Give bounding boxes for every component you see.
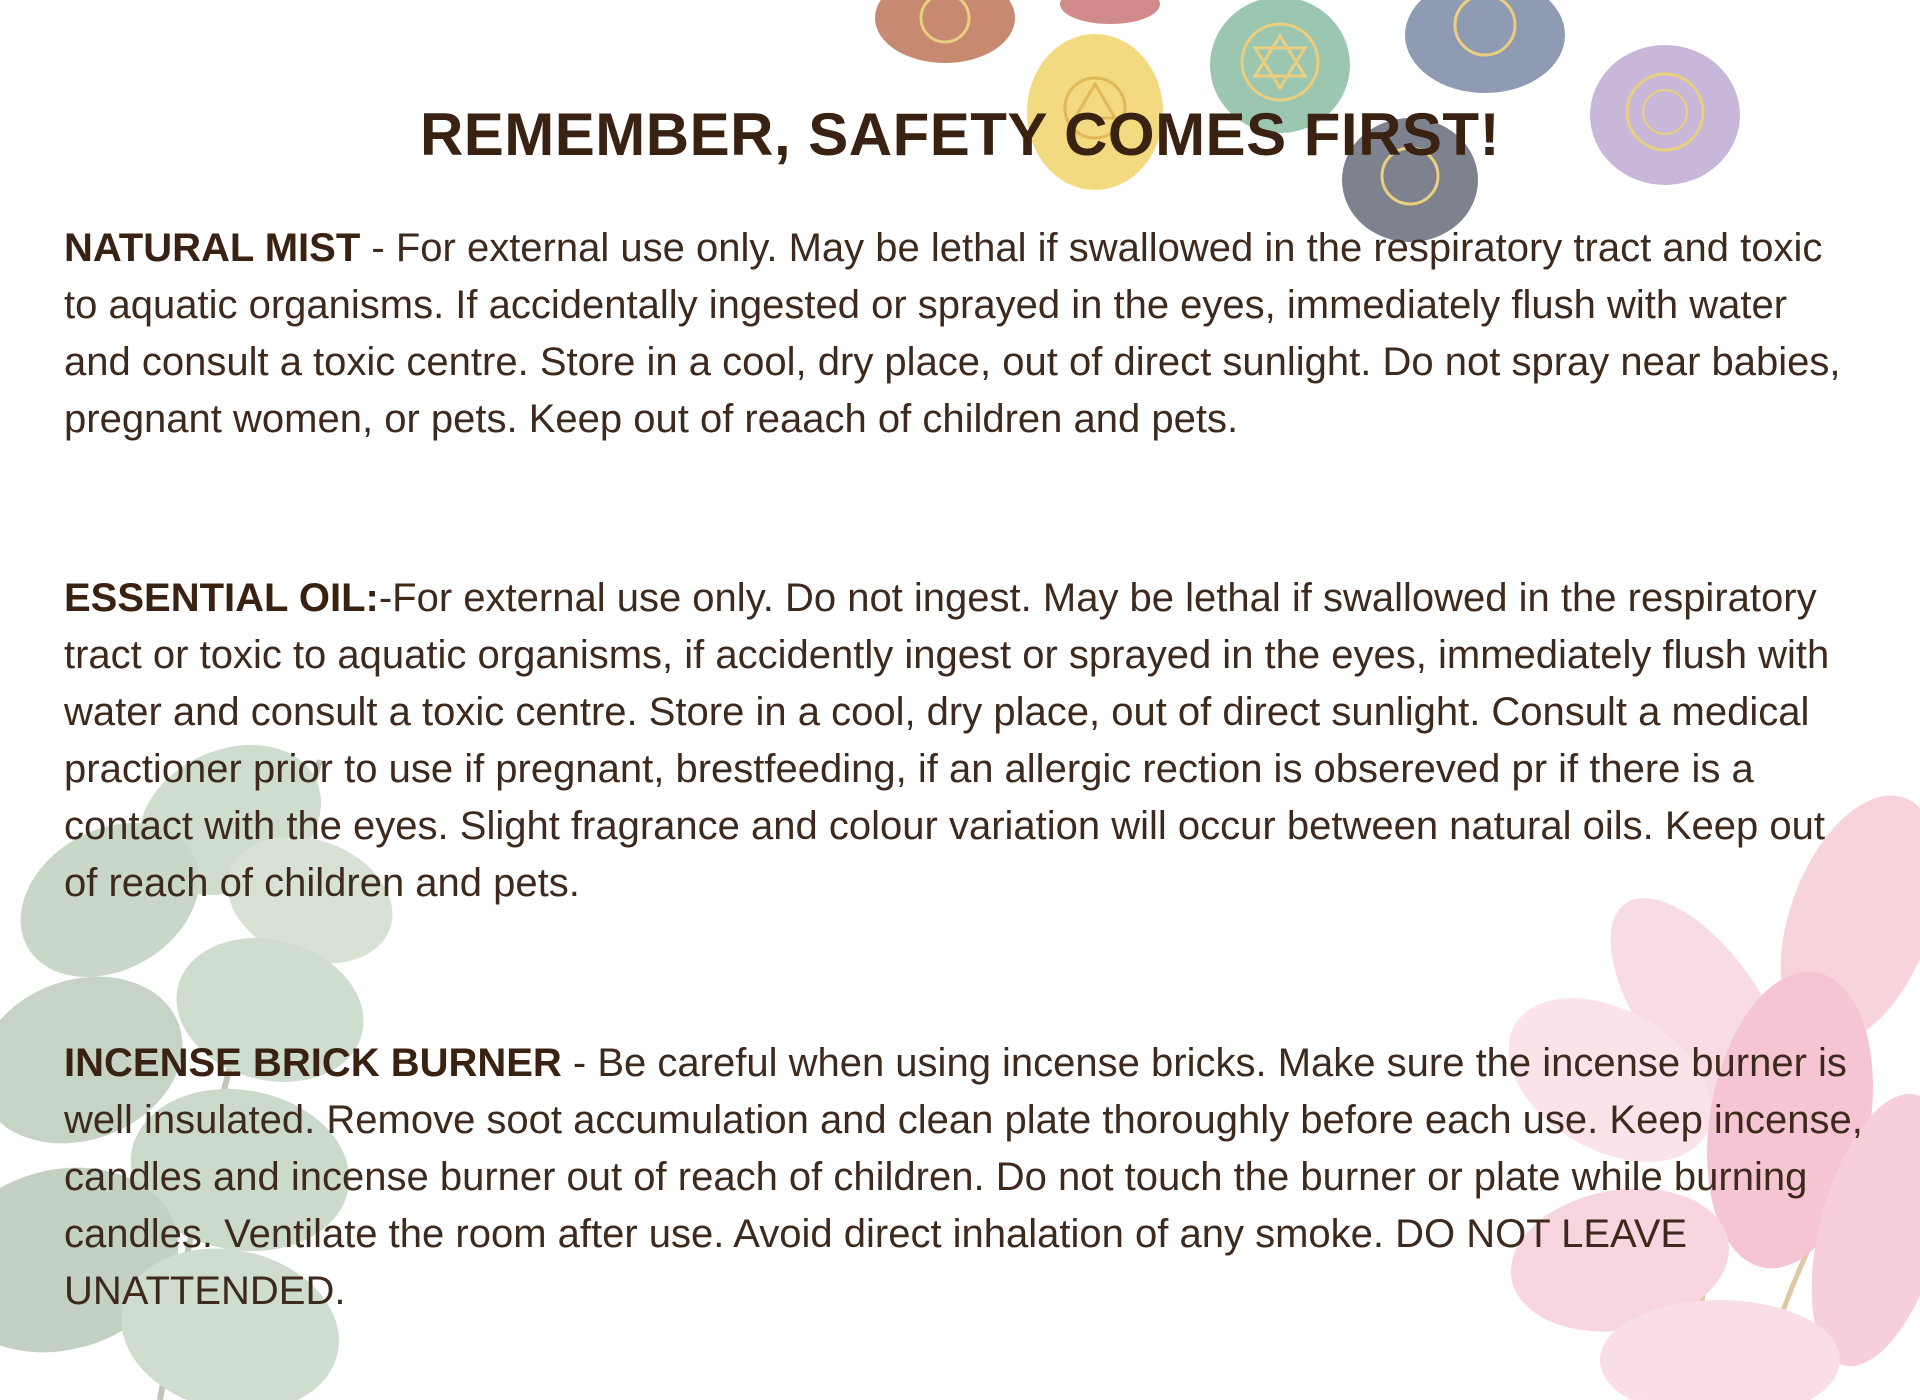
section-separator: - [378, 576, 393, 620]
incense-brick-burner-section [64, 1035, 1864, 1320]
section-heading: ESSENTIAL OIL: [64, 576, 379, 620]
section-heading: INCENSE BRICK BURNER [64, 1041, 562, 1085]
section-heading: NATURAL MIST [64, 226, 361, 270]
section-body: For external use only. May be lethal if swallowed in the respiratory tract and toxic to aquatic organisms. If accidentally ingested or sprayed in the eyes, immediately flush with water and consult a toxic centre. Store in a cool, dry place, out of direct sunlight. Do not spray near babies, pregnant women, or pets. Keep out of reaach of children and pets. [64, 226, 1841, 441]
essential-oil-section [64, 570, 1864, 912]
section-body: Be careful when using incense bricks. Make sure the incense burner is well insulated. Remove soot accumulation and clean plate thoroughly before each use. Keep incense, candles and incense burner out of reach of children. Do not touch the burner or plate while burning candles. Ventilate the room after use. Avoid direct inhalation of any smoke. DO NOT LEAVE UNATTENDED. [64, 1041, 1863, 1313]
section-body: For external use only. Do not ingest. May be lethal if swallowed in the respiratory tract or toxic to aquatic organisms, if accidently ingest or sprayed in the eyes, immediately flush with water and consult a toxic centre. Store in a cool, dry place, out of direct sunlight. Consult a medical practioner prior to use if pregnant, brestfeeding, if an allergic rection is obsereved pr if there is a contact with the eyes. Slight fragrance and colour variation will occur between natural oils. Keep out of reach of children and pets. [64, 576, 1830, 905]
section-separator: - [360, 226, 396, 270]
natural-mist-section [64, 220, 1864, 448]
page-title: REMEMBER, SAFETY COMES FIRST! [419, 101, 1501, 168]
section-separator: - [561, 1041, 598, 1085]
